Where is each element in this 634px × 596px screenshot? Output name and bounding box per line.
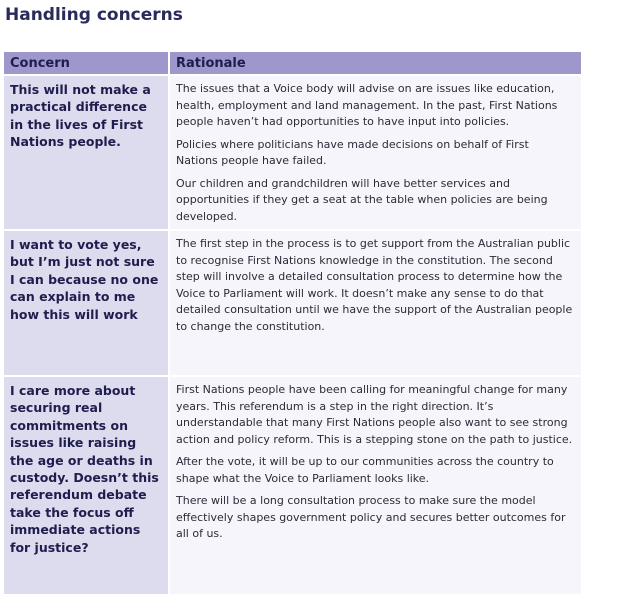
rationale-paragraph: There will be a long consultation process to make sure the model effectively shapes government policy and secures better outcomes for all of us. xyxy=(176,494,566,540)
rationale-paragraph: First Nations people have been calling for meaningful change for many years. This referendum is a step in the right direction. It’s understandable that many First Nations people also want to see strong action and policy reform. This is a stepping stone on the path to justice. xyxy=(176,383,573,446)
rationale-paragraph: Policies where politicians have made decisions on behalf of First Nations people have failed. xyxy=(176,137,529,167)
rationale-paragraph: The issues that a Voice body will advise on are issues like education, health, employment and land management. In the past, First Nations people haven’t had opportunities to have input into policies. xyxy=(176,82,558,128)
concern-column-header: Concern xyxy=(4,52,168,74)
page-title: Handling concerns xyxy=(5,5,183,25)
table-header-row xyxy=(4,52,581,74)
concerns-table xyxy=(2,50,583,596)
concern-cell: I care more about securing real commitments on issues like raising the age or deaths in custody. Doesn’t this referendum debate take the focus off immediate actions for justice? xyxy=(4,377,168,594)
rationale-paragraph: Our children and grandchildren will have better services and opportunities if they get a seat at the table when policies are being developed. xyxy=(176,176,548,223)
rationale-paragraph: After the vote, it will be up to our communities across the country to shape what the Voice to Parliament looks like. xyxy=(176,455,554,485)
table-row xyxy=(4,377,581,594)
rationale-cell xyxy=(170,231,581,375)
concern-cell: I want to vote yes, but I’m just not sure I can because no one can explain to me how this will work xyxy=(4,231,168,375)
rationale-paragraph: The first step in the process is to get support from the Australian public to recognise First Nations knowledge in the constitution. The second step will involve a detailed consultation process to determine how the Voice to Parliament will work. It doesn’t make any sense to do that detailed consultation until we have the support of the Australian people to change the constitution. xyxy=(176,237,573,333)
rationale-cell xyxy=(170,377,581,594)
rationale-column-header: Rationale xyxy=(170,52,581,74)
rationale-cell xyxy=(170,76,581,229)
concern-cell: This will not make a practical difference in the lives of First Nations people. xyxy=(4,76,168,229)
table-row xyxy=(4,76,581,229)
table-row xyxy=(4,231,581,375)
